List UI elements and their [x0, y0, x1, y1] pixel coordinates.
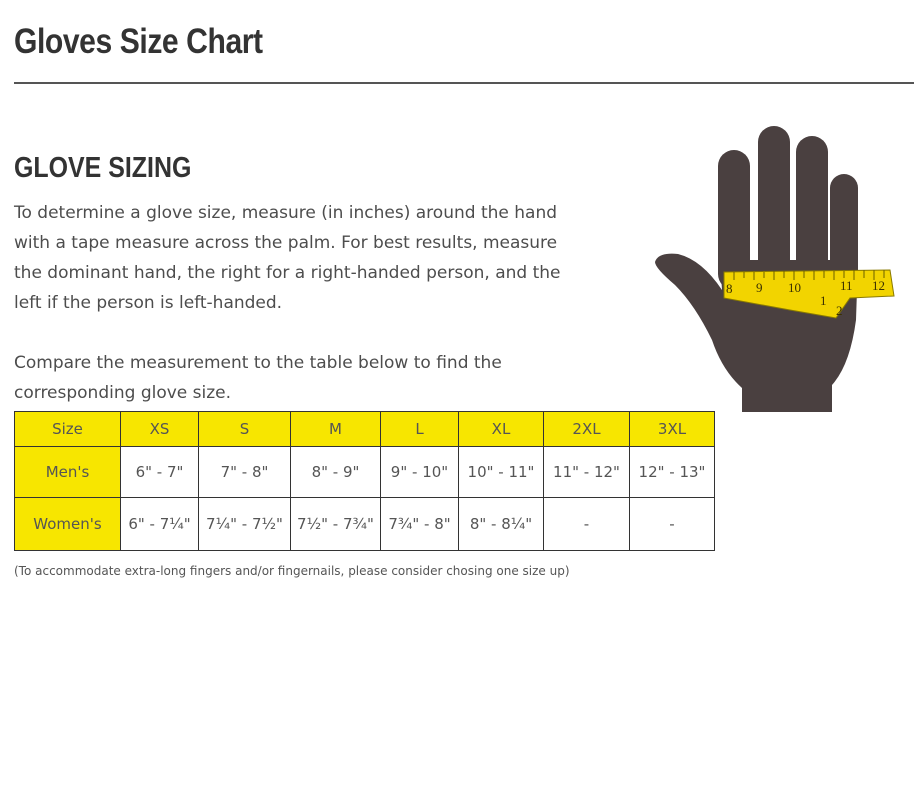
- sizing-footnote: (To accommodate extra-long fingers and/or fingernails, please consider chosing one size up): [14, 564, 570, 578]
- tape-number: 12: [872, 278, 885, 293]
- women-value-l: 7¾" - 8": [381, 498, 459, 551]
- women-value-3xl: -: [630, 498, 715, 551]
- tape-number: 1: [820, 293, 827, 308]
- section-heading: GLOVE SIZING: [14, 152, 192, 184]
- tape-number: 10: [788, 280, 801, 295]
- men-value-s: 7" - 8": [199, 447, 291, 498]
- header-size-l: L: [381, 412, 459, 447]
- men-value-2xl: 11" - 12": [544, 447, 630, 498]
- header-size-xs: XS: [121, 412, 199, 447]
- women-value-m: 7½" - 7¾": [291, 498, 381, 551]
- men-value-m: 8" - 9": [291, 447, 381, 498]
- men-value-3xl: 12" - 13": [630, 447, 715, 498]
- men-value-l: 9" - 10": [381, 447, 459, 498]
- header-size-2xl: 2XL: [544, 412, 630, 447]
- row-label-women: Women's: [15, 498, 121, 551]
- women-value-2xl: -: [544, 498, 630, 551]
- page-title: Gloves Size Chart: [14, 22, 263, 61]
- hand-silhouette: [655, 126, 858, 412]
- compare-instructions: Compare the measurement to the table below to find the corresponding glove size.: [14, 353, 502, 403]
- size-table: [14, 411, 715, 551]
- women-value-s: 7¼" - 7½": [199, 498, 291, 551]
- men-value-xl: 10" - 11": [459, 447, 544, 498]
- row-label-men: Men's: [15, 447, 121, 498]
- women-value-xs: 6" - 7¼": [121, 498, 199, 551]
- sizing-instructions: To determine a glove size, measure (in inches) around the hand with a tape measure across the palm. For best results, measure the dominant hand, the right for a right-handed person, and the left if the person is left-handed.: [14, 203, 561, 313]
- tape-number: 8: [726, 281, 733, 296]
- title-divider: [14, 82, 914, 84]
- tape-number: 9: [756, 280, 763, 295]
- men-value-xs: 6" - 7": [121, 447, 199, 498]
- tape-number: 2: [836, 303, 843, 318]
- women-value-xl: 8" - 8¼": [459, 498, 544, 551]
- header-size-xl: XL: [459, 412, 544, 447]
- header-size-label: Size: [15, 412, 121, 447]
- header-size-s: S: [199, 412, 291, 447]
- table-row-men: [15, 447, 715, 498]
- table-row-women: [15, 498, 715, 551]
- header-size-m: M: [291, 412, 381, 447]
- header-size-3xl: 3XL: [630, 412, 715, 447]
- table-header-row: [15, 412, 715, 447]
- hand-measuring-tape-icon: [650, 120, 905, 415]
- tape-number: 11: [840, 278, 853, 293]
